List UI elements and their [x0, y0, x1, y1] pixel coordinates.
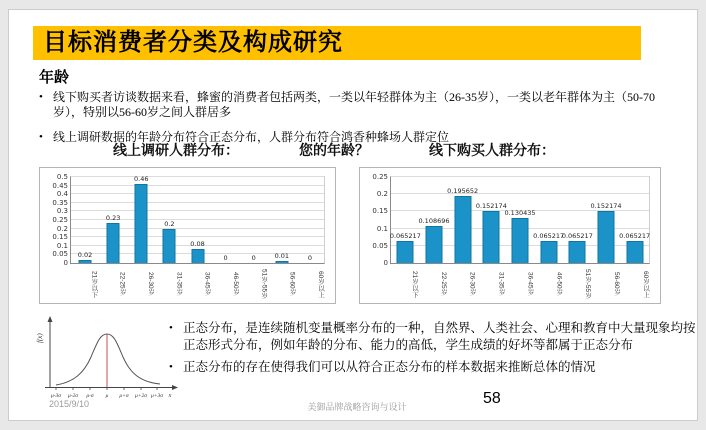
bar-value-label: 0.152174 — [590, 201, 622, 210]
gridline — [71, 202, 324, 203]
normal-distribution-sketch — [34, 313, 184, 405]
y-axis-tick-label: 0.25 — [372, 173, 388, 181]
x-axis-category-label: 21岁以下 — [90, 270, 98, 298]
x-axis-category-label: 51岁-55岁 — [584, 269, 592, 299]
y-axis-tick-label: 0.25 — [52, 216, 68, 224]
bar — [107, 223, 120, 263]
bar-value-label: 0 — [223, 254, 228, 262]
bar-value-label: 0.46 — [134, 174, 149, 183]
gridline — [391, 193, 649, 194]
bar-value-label: 0.065217 — [619, 231, 651, 240]
list-item — [169, 320, 697, 354]
plot-area — [52, 173, 325, 267]
y-axis-tick-label: 0 — [383, 259, 388, 267]
gridline — [71, 193, 324, 194]
bar — [569, 241, 586, 263]
bar-value-label: 0 — [307, 254, 312, 262]
y-axis-tick-label: 0.5 — [56, 173, 68, 181]
bullet-icon: • — [39, 131, 43, 143]
y-axis-arrow-icon — [48, 316, 53, 322]
x-axis-category-label: 31-35岁 — [175, 272, 183, 296]
x-axis-category-label: 56-60岁 — [613, 272, 621, 296]
bullet-icon: • — [39, 91, 43, 103]
bullet-text: 正态分布，是连续随机变量概率分布的一种，自然界、人类社会、心理和教育中大量现象均按正态形式分布，例如年龄的分布、能力的高低，学生成绩的好坏等都属于正态分布 — [183, 321, 696, 352]
y-axis-tick-label: 0.1 — [56, 241, 68, 250]
x-axis-category-label: 46-50岁 — [555, 272, 563, 296]
bullet-icon: • — [169, 322, 173, 334]
bar-value-label: 0.065217 — [389, 231, 421, 240]
x-axis-category-label: 26-30岁 — [468, 272, 476, 296]
x-axis-category-label: 36-45岁 — [203, 272, 211, 296]
caption-offline-purchase: 线下购买人群分布： — [429, 144, 555, 159]
x-axis-category-label: 21岁以下 — [410, 270, 418, 298]
y-axis-tick-label: 0.1 — [376, 224, 388, 233]
y-axis-tick-label: 0.15 — [52, 233, 68, 242]
x-axis-labels — [390, 265, 650, 301]
online-survey-bar-chart — [39, 167, 336, 304]
bar-value-label: 0.02 — [77, 250, 93, 259]
bar-value-label: 0.08 — [190, 240, 205, 249]
x-axis-category-label: 60岁以上 — [642, 270, 650, 298]
footer-company: 美御品牌战略咨询与设计 — [307, 402, 407, 412]
y-axis-tick-label: 0.3 — [56, 207, 68, 216]
x-axis-category-label: 56-60岁 — [288, 272, 296, 296]
x-axis-category-label: 46-50岁 — [231, 272, 239, 296]
title-bar — [33, 26, 641, 60]
bar — [135, 184, 148, 263]
y-axis-tick-label: 0.45 — [52, 181, 68, 190]
bar — [163, 229, 176, 263]
bar-value-label: 0.065217 — [561, 231, 593, 240]
bar-value-label: 0 — [251, 254, 256, 262]
curve-x-tick: μ+3σ — [151, 393, 163, 399]
gridline — [391, 176, 649, 177]
section-heading: 年龄 — [39, 69, 70, 86]
y-axis-tick-label: 0.35 — [52, 198, 68, 207]
curve-x-tick: μ+2σ — [135, 393, 147, 399]
normal-distribution-bullet-list — [169, 320, 697, 381]
plot-area — [372, 173, 651, 267]
x-axis-category-label: 26-30岁 — [146, 272, 154, 296]
y-axis-tick-label: 0 — [63, 259, 68, 267]
bar — [426, 226, 443, 263]
bar-value-label: 0.23 — [105, 214, 121, 223]
curve-x-tick: μ — [105, 393, 109, 399]
bar — [483, 211, 500, 263]
bar — [397, 241, 414, 263]
bar — [512, 218, 529, 263]
bar — [626, 241, 643, 263]
curve-x-tick: μ-σ — [86, 393, 94, 399]
bar-value-label: 0.152174 — [475, 201, 507, 210]
bar-value-label: 0.2 — [164, 219, 175, 228]
curve-x-tick: μ-3σ — [50, 393, 62, 399]
bar — [79, 260, 92, 263]
bar-value-label: 0.130435 — [504, 209, 536, 218]
x-axis-labels — [70, 265, 325, 301]
slide — [8, 9, 698, 421]
y-axis-tick-label: 0.4 — [56, 190, 68, 199]
x-axis-category-label: 31-35岁 — [497, 272, 505, 296]
bar-value-label: 0.108696 — [418, 216, 450, 225]
caption-online-survey: 线上调研人群分布： — [113, 144, 239, 159]
curve-x-tick: μ+σ — [119, 393, 129, 399]
bar — [275, 261, 288, 263]
x-axis-category-label: 36-45岁 — [526, 272, 534, 296]
bar — [191, 249, 204, 263]
curve-x-tick: μ-2σ — [67, 393, 79, 399]
bar — [540, 241, 557, 263]
x-axis-category-label: 60岁以上 — [316, 270, 324, 298]
bar-value-label: 0.065217 — [533, 231, 565, 240]
page-number: 58 — [483, 390, 501, 407]
caption-your-age: 您的年龄？ — [299, 144, 369, 159]
bullet-text: 正态分布的存在使得我们可以从符合正态分布的样本数据来推断总体的情况 — [183, 360, 596, 374]
footer-date: 2015/9/10 — [49, 399, 90, 409]
x-axis-category-label: 22-25岁 — [118, 272, 126, 296]
gridline — [71, 176, 324, 177]
offline-purchase-bar-chart — [359, 167, 661, 304]
page-title: 目标消费者分类及构成研究 — [43, 29, 343, 56]
normal-curve-svg — [34, 313, 184, 405]
x-axis-category-label: 22-25岁 — [439, 272, 447, 296]
list-item — [39, 90, 679, 120]
y-axis-tick-label: 0.2 — [376, 190, 388, 199]
list-item — [169, 359, 697, 376]
bullet-text: 线上调研数据的年龄分布符合正态分布，人群分布符合鸿香种蜂场人群定位 — [53, 130, 450, 144]
bell-curve-line — [56, 334, 160, 385]
bullet-text: 线下购买者访谈数据来看，蜂蜜的消费者包括两类，一类以年轻群体为主（26-35岁），一类以老年群体为主（50-70岁），特别以56-60岁之间人群居多 — [53, 90, 655, 119]
x-axis-category-label: 51岁-55岁 — [260, 269, 268, 299]
bar-value-label: 0.01 — [274, 252, 290, 261]
y-axis-tick-label: 0.05 — [52, 250, 68, 259]
y-axis-tick-label: 0.2 — [56, 224, 68, 233]
bullet-icon: • — [169, 361, 173, 373]
curve-x-axis-label: x — [168, 393, 172, 399]
bar-value-label: 0.195652 — [447, 186, 479, 195]
curve-y-label: f(x) — [36, 333, 44, 343]
gridline — [71, 185, 324, 186]
gridline — [71, 210, 324, 211]
y-axis-tick-label: 0.15 — [372, 207, 388, 216]
y-axis-tick-label: 0.05 — [372, 241, 388, 250]
x-axis-arrow-icon — [172, 385, 178, 390]
